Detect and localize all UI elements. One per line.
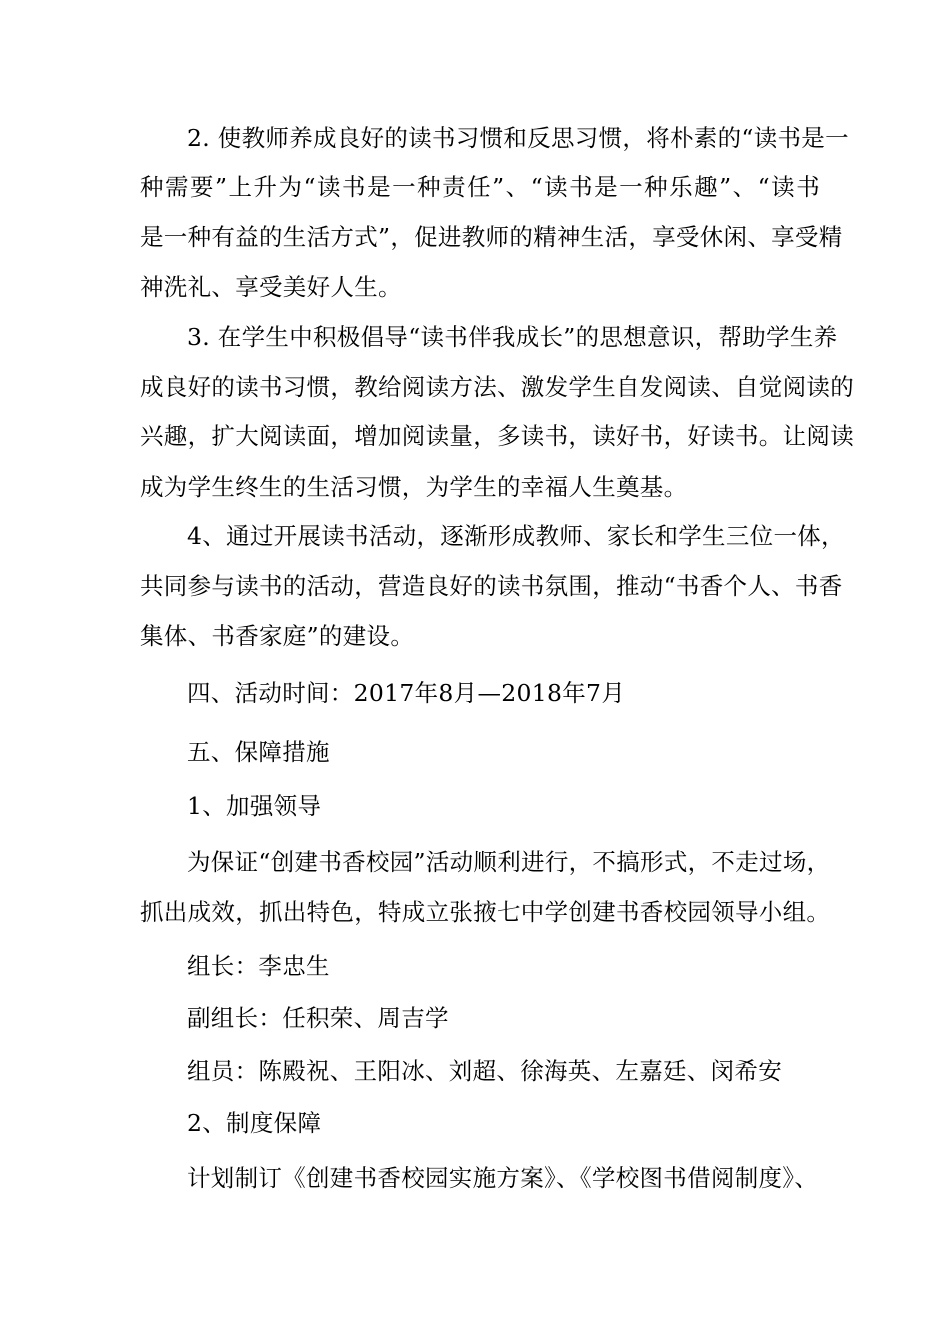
paragraph-2-line-1: 2. 使教师养成良好的读书习惯和反思习惯，将朴素的“读书是一: [187, 124, 849, 152]
leadership-paragraph-line-1: 为保证“创建书香校园”活动顺利进行，不搞形式，不走过场，: [187, 848, 831, 876]
paragraph-3-line-4: 成为学生终生的生活习惯，为学生的幸福人生奠基。: [140, 473, 688, 501]
paragraph-4-line-3: 集体、书香家庭”的建设。: [140, 622, 415, 650]
subsection-system-heading: 2、制度保障: [187, 1109, 322, 1137]
leadership-paragraph-line-2: 抓出成效，抓出特色，特成立张掖七中学创建书香校园领导小组。: [140, 898, 831, 926]
paragraph-3-line-1: 3. 在学生中积极倡导“读书伴我成长”的思想意识，帮助学生养: [187, 323, 838, 351]
deputy-group-leader: 副组长：任积荣、周吉学: [187, 1004, 449, 1032]
system-paragraph-line-1: 计划制订《创建书香校园实施方案》、《学校图书借阅制度》、: [187, 1164, 819, 1192]
paragraph-3-line-2: 成良好的读书习惯，教给阅读方法、激发学生自发阅读、自觉阅读的: [140, 373, 854, 401]
paragraph-4-line-1: 4、通过开展读书活动，逐渐形成教师、家长和学生三位一体，: [187, 522, 845, 550]
paragraph-3-line-3: 兴趣，扩大阅读面，增加阅读量，多读书，读好书，好读书。让阅读: [140, 422, 854, 450]
section-activity-time: 四、活动时间：2017年8月—2018年7月: [187, 679, 626, 707]
group-members: 组员：陈殿祝、王阳冰、刘超、徐海英、左嘉廷、闵希安: [187, 1057, 782, 1085]
group-leader: 组长：李忠生: [187, 952, 330, 980]
paragraph-4-line-2: 共同参与读书的活动，营造良好的读书氛围，推动“书香个人、书香: [140, 572, 843, 600]
subsection-leadership-heading: 1、加强领导: [187, 792, 322, 820]
section-guarantee-heading: 五、保障措施: [187, 738, 330, 766]
paragraph-2-line-2: 种需要”上升为“读书是一种责任”、“读书是一种乐趣”、“读书: [140, 173, 820, 201]
paragraph-2-line-3: 是一种有益的生活方式”，促进教师的精神生活，享受休闲、享受精: [140, 223, 843, 251]
paragraph-2-line-4: 神洗礼、享受美好人生。: [140, 273, 402, 301]
